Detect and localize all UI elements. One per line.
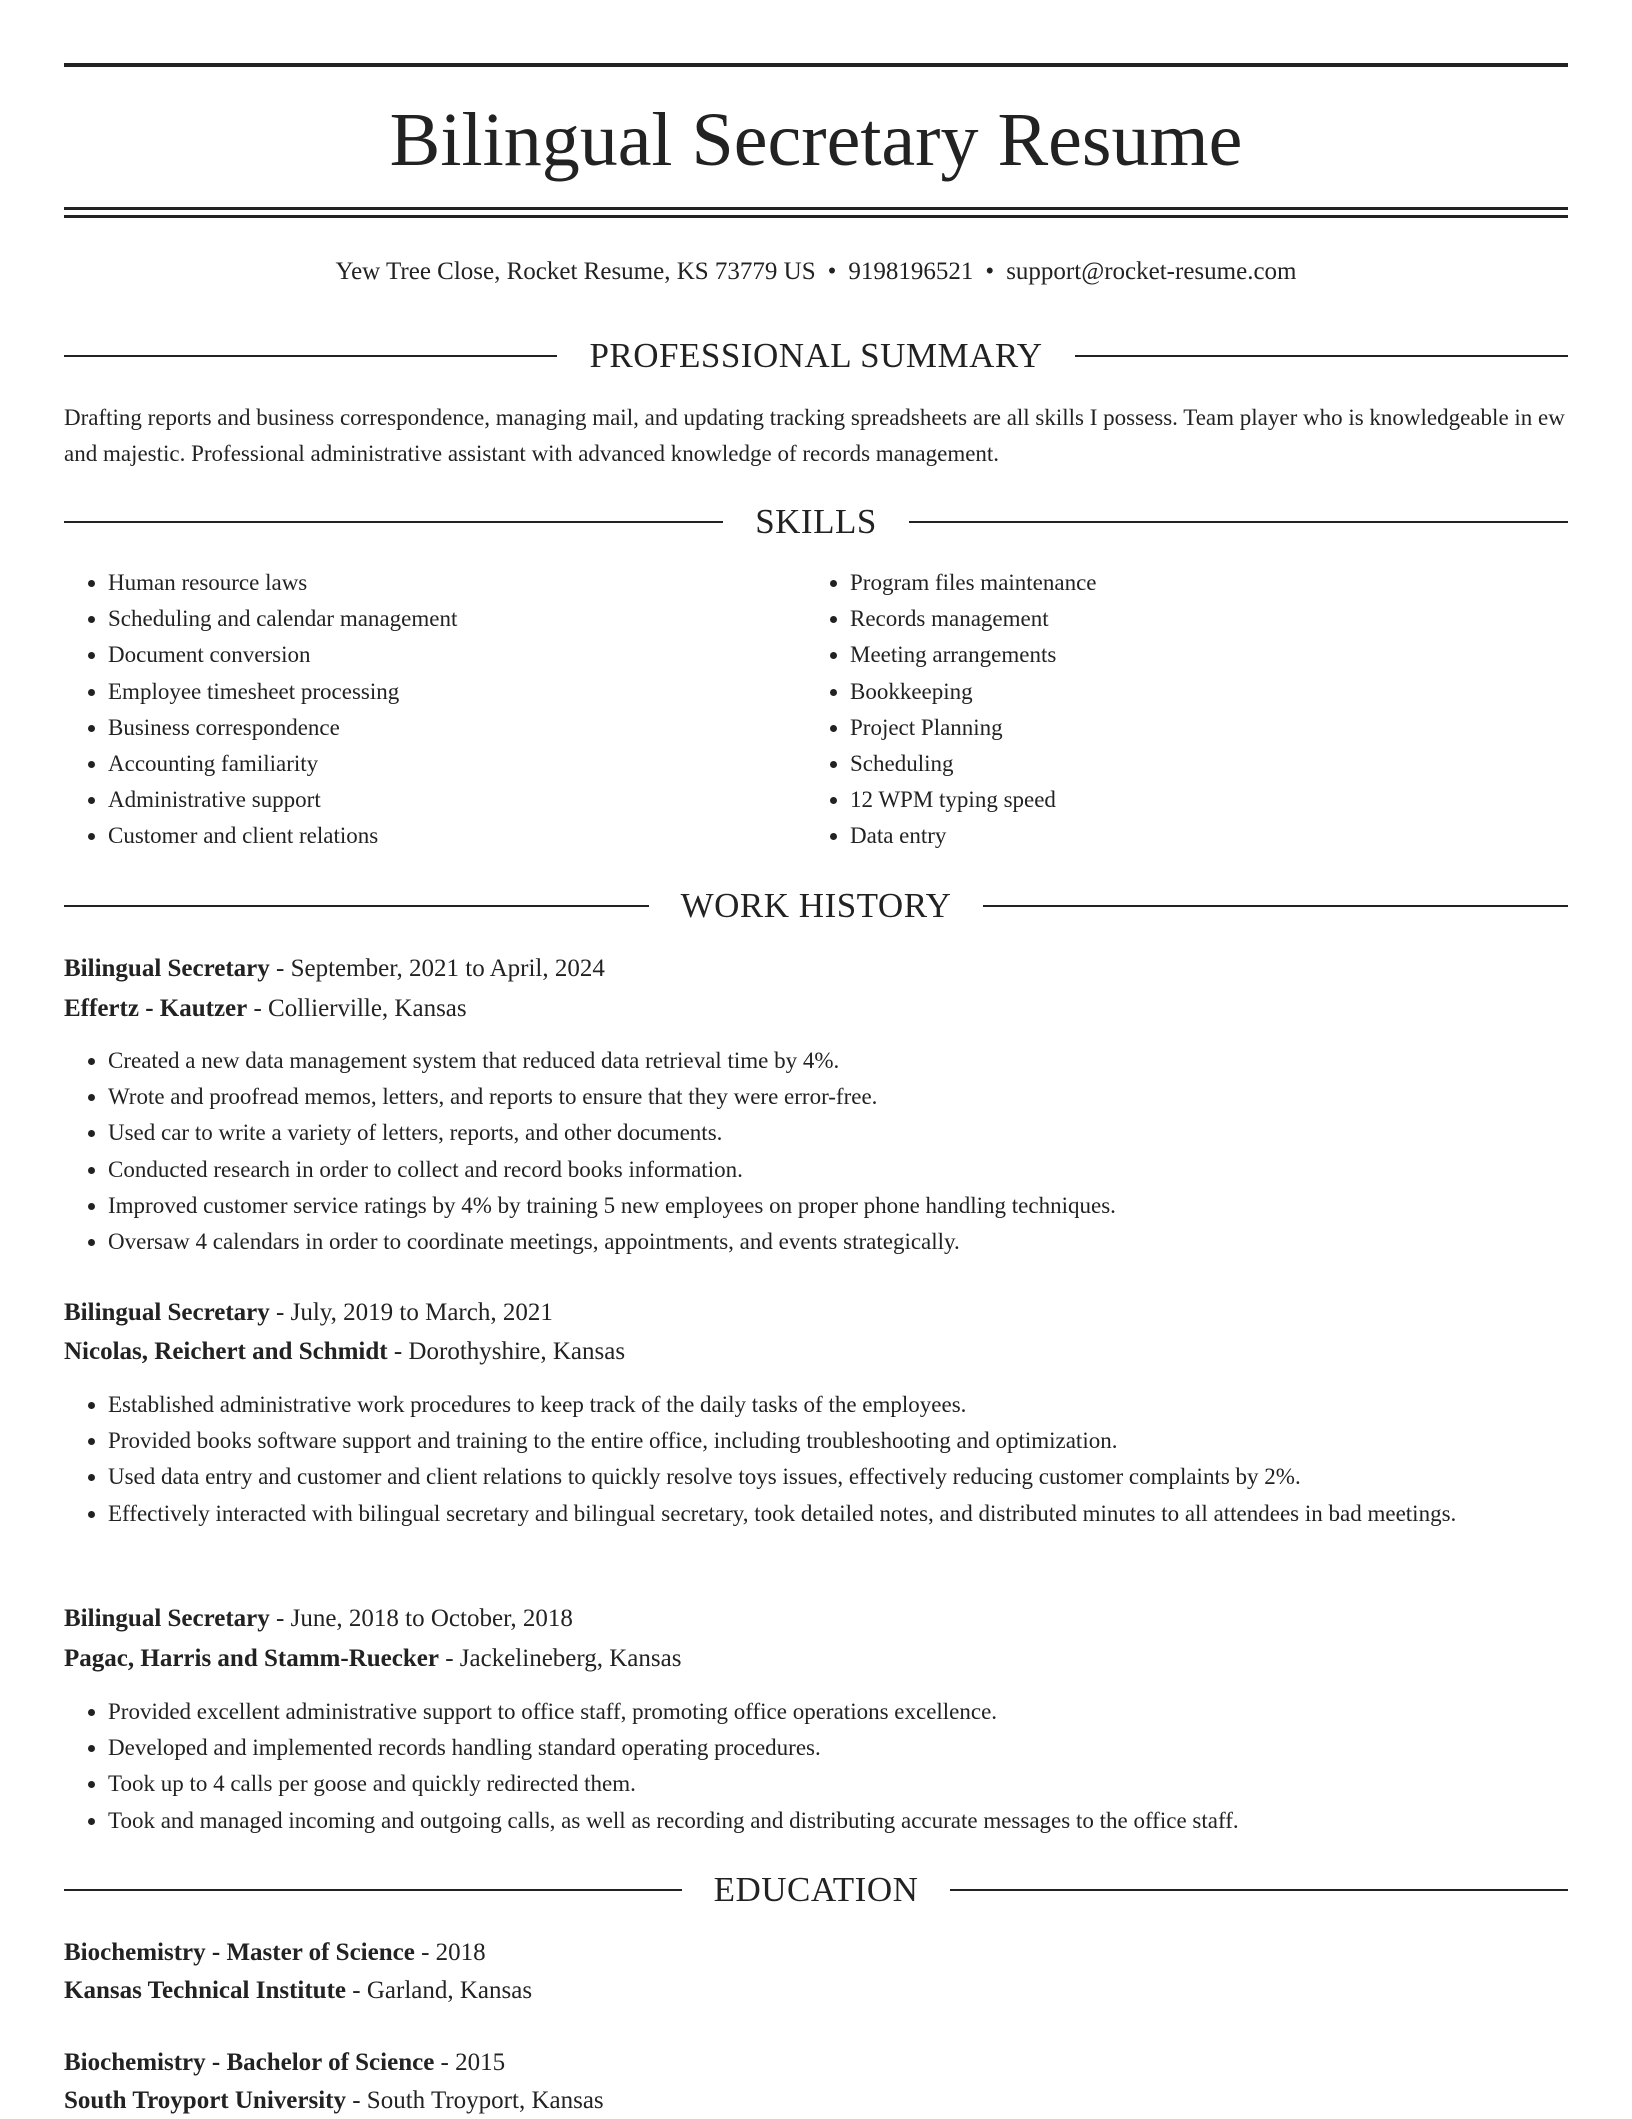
skills-heading: SKILLS <box>755 502 877 541</box>
job-title-line <box>64 1295 1568 1331</box>
summary-heading: PROFESSIONAL SUMMARY <box>589 336 1043 375</box>
education-year: - 2018 <box>414 1939 486 1966</box>
education-location: - Garland, Kansas <box>346 1977 533 2004</box>
skill-item: • Accounting familiarity <box>108 746 808 782</box>
section-rule <box>64 355 557 357</box>
job-bullet: • Used car to write a variety of letters, reports, and other documents. <box>108 1115 1568 1151</box>
work-section-header <box>64 884 1568 928</box>
skill-item: • Program files maintenance <box>850 565 1550 601</box>
skills-list-right <box>806 565 1550 855</box>
contact-phone: 9198196521 <box>848 258 974 285</box>
job-bullet: • Took up to 4 calls per goose and quickly redirected them. <box>108 1766 1568 1802</box>
job-company: Pagac, Harris and Stamm-Ruecker <box>64 1645 439 1672</box>
job-location: - Dorothyshire, Kansas <box>387 1338 626 1365</box>
job-company-line <box>64 991 1568 1027</box>
section-rule <box>909 521 1568 523</box>
job-bullet: • Took and managed incoming and outgoing calls, as well as recording and distributing accurate messages to the office staff. <box>108 1803 1568 1839</box>
job-bullet: • Provided excellent administrative support to office staff, promoting office operations excellence. <box>108 1694 1568 1730</box>
skill-item: • Project Planning <box>850 710 1550 746</box>
education-school: Kansas Technical Institute <box>64 1977 347 2004</box>
skill-item: • Scheduling <box>850 746 1550 782</box>
contact-address: Yew Tree Close, Rocket Resume, KS 73779 US <box>335 258 816 285</box>
title-rule-lower <box>64 215 1568 218</box>
skills-list-left <box>64 565 808 855</box>
job-bullet: • Conducted research in order to collect and record books information. <box>108 1152 1568 1188</box>
section-rule <box>950 1889 1568 1891</box>
job-dates: - September, 2021 to April, 2024 <box>269 955 605 982</box>
section-rule <box>64 521 723 523</box>
job-bullet: • Effectively interacted with bilingual secretary and bilingual secretary, took detailed notes, and distributed minutes to all attendees in bad meetings. <box>108 1496 1568 1532</box>
education-school: South Troyport University <box>64 2087 346 2114</box>
job-bullet: • Oversaw 4 calendars in order to coordinate meetings, appointments, and events strategically. <box>108 1224 1568 1260</box>
job-bullet: • Established administrative work procedures to keep track of the daily tasks of the employees. <box>108 1387 1568 1423</box>
education-degree: Biochemistry - Bachelor of Science <box>64 2049 435 2076</box>
education-school-line <box>64 2083 1568 2119</box>
contact-email[interactable]: support@rocket-resume.com <box>1006 258 1297 285</box>
job-title-line <box>64 1601 1568 1637</box>
section-rule <box>1075 355 1568 357</box>
skill-item: • Human resource laws <box>108 565 808 601</box>
education-school-line <box>64 1973 1568 2009</box>
skill-item: • Business correspondence <box>108 710 808 746</box>
section-rule <box>64 1889 682 1891</box>
skill-item: • Scheduling and calendar management <box>108 601 808 637</box>
job-bullets <box>64 1387 1568 1532</box>
skill-item: • Employee timesheet processing <box>108 674 808 710</box>
skill-item: • Records management <box>850 601 1550 637</box>
title-rule-upper <box>64 207 1568 210</box>
contact-separator: • <box>827 258 837 285</box>
education-degree-line <box>64 2045 1568 2081</box>
skills-section-header <box>64 500 1568 544</box>
page-title: Bilingual Secretary Resume <box>389 98 1243 182</box>
skill-item: • Document conversion <box>108 637 808 673</box>
skill-item: • Bookkeeping <box>850 674 1550 710</box>
education-heading: EDUCATION <box>713 1870 919 1909</box>
top-rule <box>64 63 1568 67</box>
education-section-header <box>64 1868 1568 1912</box>
job-bullet: • Developed and implemented records handling standard operating procedures. <box>108 1730 1568 1766</box>
contact-separator: • <box>985 258 995 285</box>
summary-text: Drafting reports and business correspondence, managing mail, and updating tracking spreadsheets are all skills I possess. Team player who is knowledgeable in ew and majestic. Professional administrative assistant with advanced knowledge of records management. <box>64 405 1565 466</box>
job-location: - Collierville, Kansas <box>247 995 467 1022</box>
job-company: Nicolas, Reichert and Schmidt <box>64 1338 388 1365</box>
job-title: Bilingual Secretary <box>64 1605 270 1632</box>
job-location: - Jackelineberg, Kansas <box>438 1645 682 1672</box>
job-bullets <box>64 1694 1568 1839</box>
education-year: - 2015 <box>434 2049 506 2076</box>
skill-item: • 12 WPM typing speed <box>850 782 1550 818</box>
education-degree: Biochemistry - Master of Science <box>64 1939 415 1966</box>
job-bullet: • Provided books software support and training to the entire office, including troubleshooting and optimization. <box>108 1423 1568 1459</box>
job-company: Effertz - Kautzer <box>64 995 248 1022</box>
skill-item: • Meeting arrangements <box>850 637 1550 673</box>
section-rule <box>64 905 649 907</box>
section-rule <box>983 905 1568 907</box>
skill-item: • Customer and client relations <box>108 818 808 854</box>
contact-line <box>0 256 1632 288</box>
skill-item: • Data entry <box>850 818 1550 854</box>
job-dates: - July, 2019 to March, 2021 <box>269 1299 553 1326</box>
job-title: Bilingual Secretary <box>64 1299 270 1326</box>
job-title-line <box>64 951 1568 987</box>
job-bullets <box>64 1043 1568 1260</box>
job-company-line <box>64 1334 1568 1370</box>
work-heading: WORK HISTORY <box>680 886 952 925</box>
job-bullet: • Improved customer service ratings by 4% by training 5 new employees on proper phone handling techniques. <box>108 1188 1568 1224</box>
job-company-line <box>64 1641 1568 1677</box>
job-bullet: • Used data entry and customer and client relations to quickly resolve toys issues, effectively reducing customer complaints by 2%. <box>108 1459 1568 1495</box>
job-title: Bilingual Secretary <box>64 955 270 982</box>
education-degree-line <box>64 1935 1568 1971</box>
job-bullet: • Wrote and proofread memos, letters, and reports to ensure that they were error-free. <box>108 1079 1568 1115</box>
job-dates: - June, 2018 to October, 2018 <box>269 1605 573 1632</box>
summary-section-header <box>64 334 1568 378</box>
skill-item: • Administrative support <box>108 782 808 818</box>
job-bullet: • Created a new data management system that reduced data retrieval time by 4%. <box>108 1043 1568 1079</box>
education-location: - South Troyport, Kansas <box>345 2087 604 2114</box>
